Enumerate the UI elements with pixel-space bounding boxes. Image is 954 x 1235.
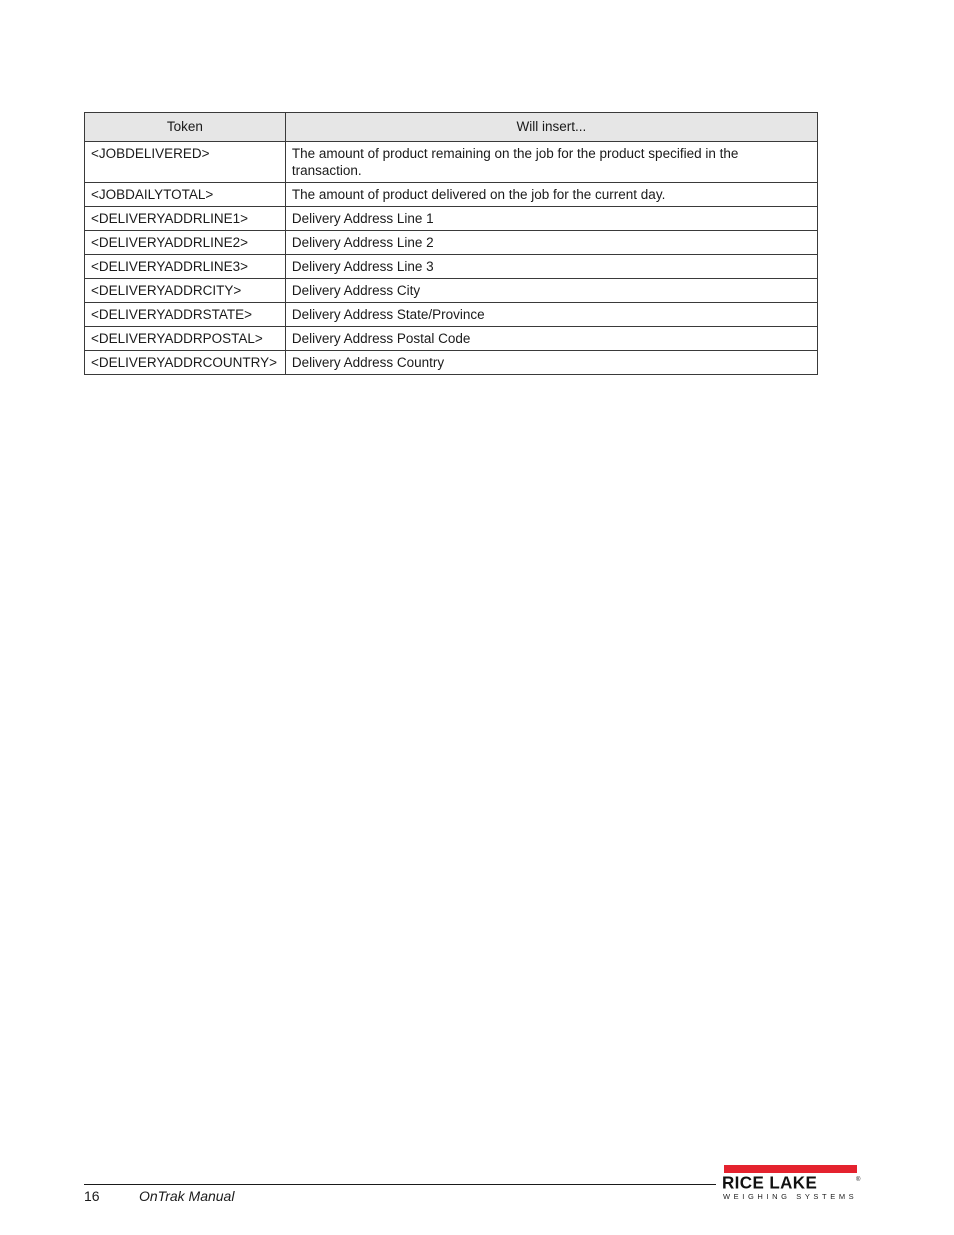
table-row	[85, 207, 818, 231]
column-header-token: Token	[85, 113, 286, 142]
token-cell: <DELIVERYADDRLINE2>	[85, 231, 286, 255]
table-row	[85, 303, 818, 327]
table-row	[85, 351, 818, 375]
logo-tagline: WEIGHING SYSTEMS	[723, 1192, 858, 1201]
token-cell: <DELIVERYADDRLINE3>	[85, 255, 286, 279]
insert-cell: Delivery Address State/Province	[285, 303, 817, 327]
table-row	[85, 231, 818, 255]
token-table	[84, 112, 818, 375]
table-row	[85, 183, 818, 207]
page-number: 16	[84, 1188, 100, 1204]
insert-cell: Delivery Address Postal Code	[285, 327, 817, 351]
insert-cell: Delivery Address Line 2	[285, 231, 817, 255]
table-header-row	[85, 113, 818, 142]
insert-cell: Delivery Address Line 1	[285, 207, 817, 231]
token-cell: <DELIVERYADDRLINE1>	[85, 207, 286, 231]
token-cell: <DELIVERYADDRCITY>	[85, 279, 286, 303]
column-header-will-insert: Will insert...	[285, 113, 817, 142]
token-cell: <JOBDAILYTOTAL>	[85, 183, 286, 207]
token-cell: <DELIVERYADDRCOUNTRY>	[85, 351, 286, 375]
manual-title: OnTrak Manual	[139, 1188, 235, 1204]
table-row	[85, 255, 818, 279]
logo-wordmark: RICE LAKE	[722, 1173, 818, 1193]
rice-lake-logo	[722, 1165, 862, 1201]
insert-cell: The amount of product remaining on the job for the product specified in the transaction.	[285, 142, 817, 183]
insert-cell: Delivery Address City	[285, 279, 817, 303]
insert-cell: Delivery Address Country	[285, 351, 817, 375]
table-row	[85, 279, 818, 303]
footer-divider	[84, 1184, 716, 1185]
logo-red-bar	[724, 1165, 857, 1173]
token-cell: <JOBDELIVERED>	[85, 142, 286, 183]
table-row	[85, 142, 818, 183]
insert-cell: The amount of product delivered on the job for the current day.	[285, 183, 817, 207]
logo-registered-mark: ®	[856, 1177, 861, 1183]
token-cell: <DELIVERYADDRPOSTAL>	[85, 327, 286, 351]
insert-cell: Delivery Address Line 3	[285, 255, 817, 279]
table-row	[85, 327, 818, 351]
token-cell: <DELIVERYADDRSTATE>	[85, 303, 286, 327]
